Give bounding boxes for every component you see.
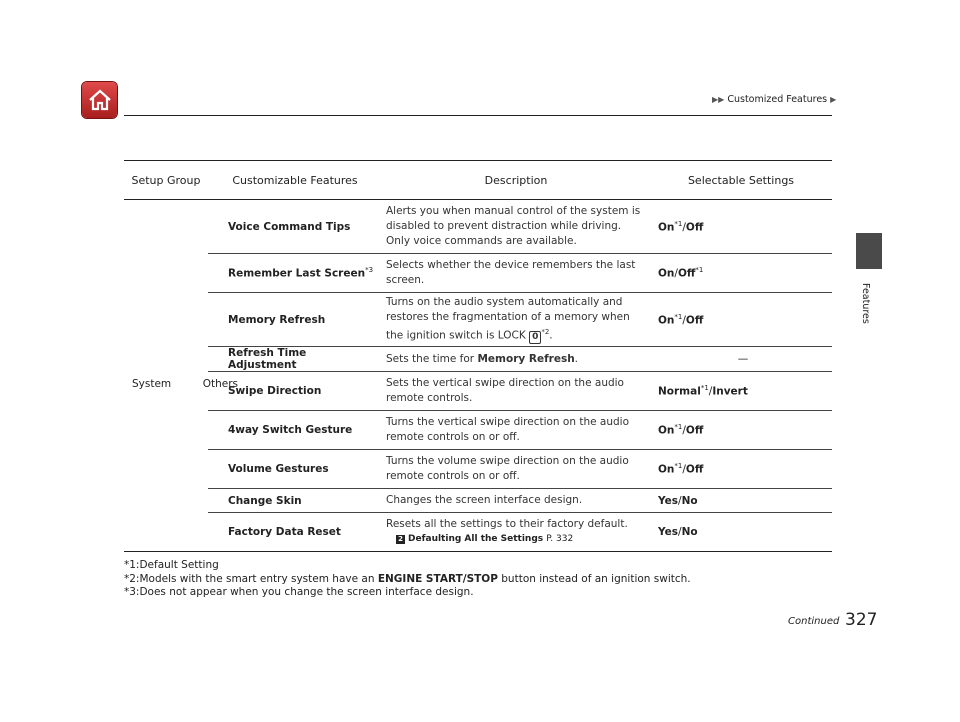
selectable-settings: On$^{*1}$/Off [650, 293, 832, 347]
table-row [124, 513, 832, 552]
feature-description: Selects whether the device remembers the last screen. [382, 254, 650, 293]
lock-key-icon: 0 [529, 331, 541, 344]
setup-group-label: System [132, 377, 172, 390]
continued-label: Continued [788, 616, 840, 627]
page-number: 327 [845, 610, 878, 630]
table-row [124, 489, 832, 513]
settings-table [124, 160, 832, 552]
feature-description: Turns on the audio system automatically and restores the fragmentation of a memory when the ignition switch is LOCK 0 $^{*2}$. [382, 293, 650, 347]
column-header-description: Description [382, 161, 650, 200]
group-cell [124, 200, 238, 552]
table-row [124, 254, 832, 293]
selectable-settings: — [650, 347, 832, 372]
feature-name: 4way Switch Gesture [208, 411, 382, 450]
footnote-2: *2:Models with the smart entry system have an ENGINE START/STOP button instead of an ignition switch. [124, 572, 691, 585]
selectable-settings: Normal$^{*1}$/Invert [650, 372, 832, 411]
breadcrumb[interactable] [712, 94, 836, 105]
column-header-setup-group: Setup Group [124, 161, 208, 200]
breadcrumb-label: Customized Features [727, 94, 828, 105]
feature-description: Turns the vertical swipe direction on the audio remote controls on or off. [382, 411, 650, 450]
breadcrumb-arrow-icon: ▶ [830, 95, 837, 104]
cross-reference-link[interactable]: 2 Defaulting All the Settings P. 332 [386, 532, 646, 547]
side-tab-label: Features [860, 283, 871, 324]
feature-description: Changes the screen interface design. [382, 489, 650, 513]
footnote-3: *3:Does not appear when you change the screen interface design. [124, 586, 474, 598]
footnote-1: *1:Default Setting [124, 559, 219, 571]
feature-name: Volume Gestures [208, 450, 382, 489]
home-button[interactable] [82, 82, 117, 118]
feature-description: Turns the volume swipe direction on the audio remote controls on or off. [382, 450, 650, 489]
selectable-settings: Yes/No [650, 489, 832, 513]
column-header-settings: Selectable Settings [650, 161, 832, 200]
header-divider [124, 115, 832, 116]
column-header-features: Customizable Features [208, 161, 382, 200]
selectable-settings: On/Off$^{*1}$ [650, 254, 832, 293]
feature-name: Voice Command Tips [208, 200, 382, 254]
feature-description: Resets all the settings to their factory default. 2 Defaulting All the Settings P. 332 [382, 513, 650, 552]
selectable-settings: On$^{*1}$/Off [650, 411, 832, 450]
selectable-settings: On$^{*1}$/Off [650, 200, 832, 254]
table-row [124, 347, 832, 372]
feature-name: Refresh Time Adjustment [208, 347, 382, 372]
breadcrumb-arrow-icon: ▶▶ [712, 95, 725, 104]
feature-name: Remember Last Screen$^{*3}$ [208, 254, 382, 293]
setup-subgroup-label: Others [202, 377, 238, 390]
feature-description: Sets the time for Memory Refresh. [382, 347, 650, 372]
feature-name: Factory Data Reset [208, 513, 382, 552]
table-row [124, 411, 832, 450]
table-row [124, 450, 832, 489]
table-row [124, 293, 832, 347]
selectable-settings: Yes/No [650, 513, 832, 552]
ref-arrow-icon: 2 [396, 535, 405, 544]
feature-description: Alerts you when manual control of the system is disabled to prevent distraction while driving. Only voice commands are available. [382, 200, 650, 254]
feature-name: Change Skin [208, 489, 382, 513]
feature-name: Memory Refresh [208, 293, 382, 347]
feature-name: Swipe Direction [208, 372, 382, 411]
home-icon [88, 88, 112, 112]
selectable-settings: On$^{*1}$/Off [650, 450, 832, 489]
feature-description: Sets the vertical swipe direction on the audio remote controls. [382, 372, 650, 411]
footnotes [124, 559, 691, 600]
table-header-row [124, 161, 832, 200]
table-row [124, 200, 832, 254]
side-tab-marker[interactable] [856, 233, 882, 269]
